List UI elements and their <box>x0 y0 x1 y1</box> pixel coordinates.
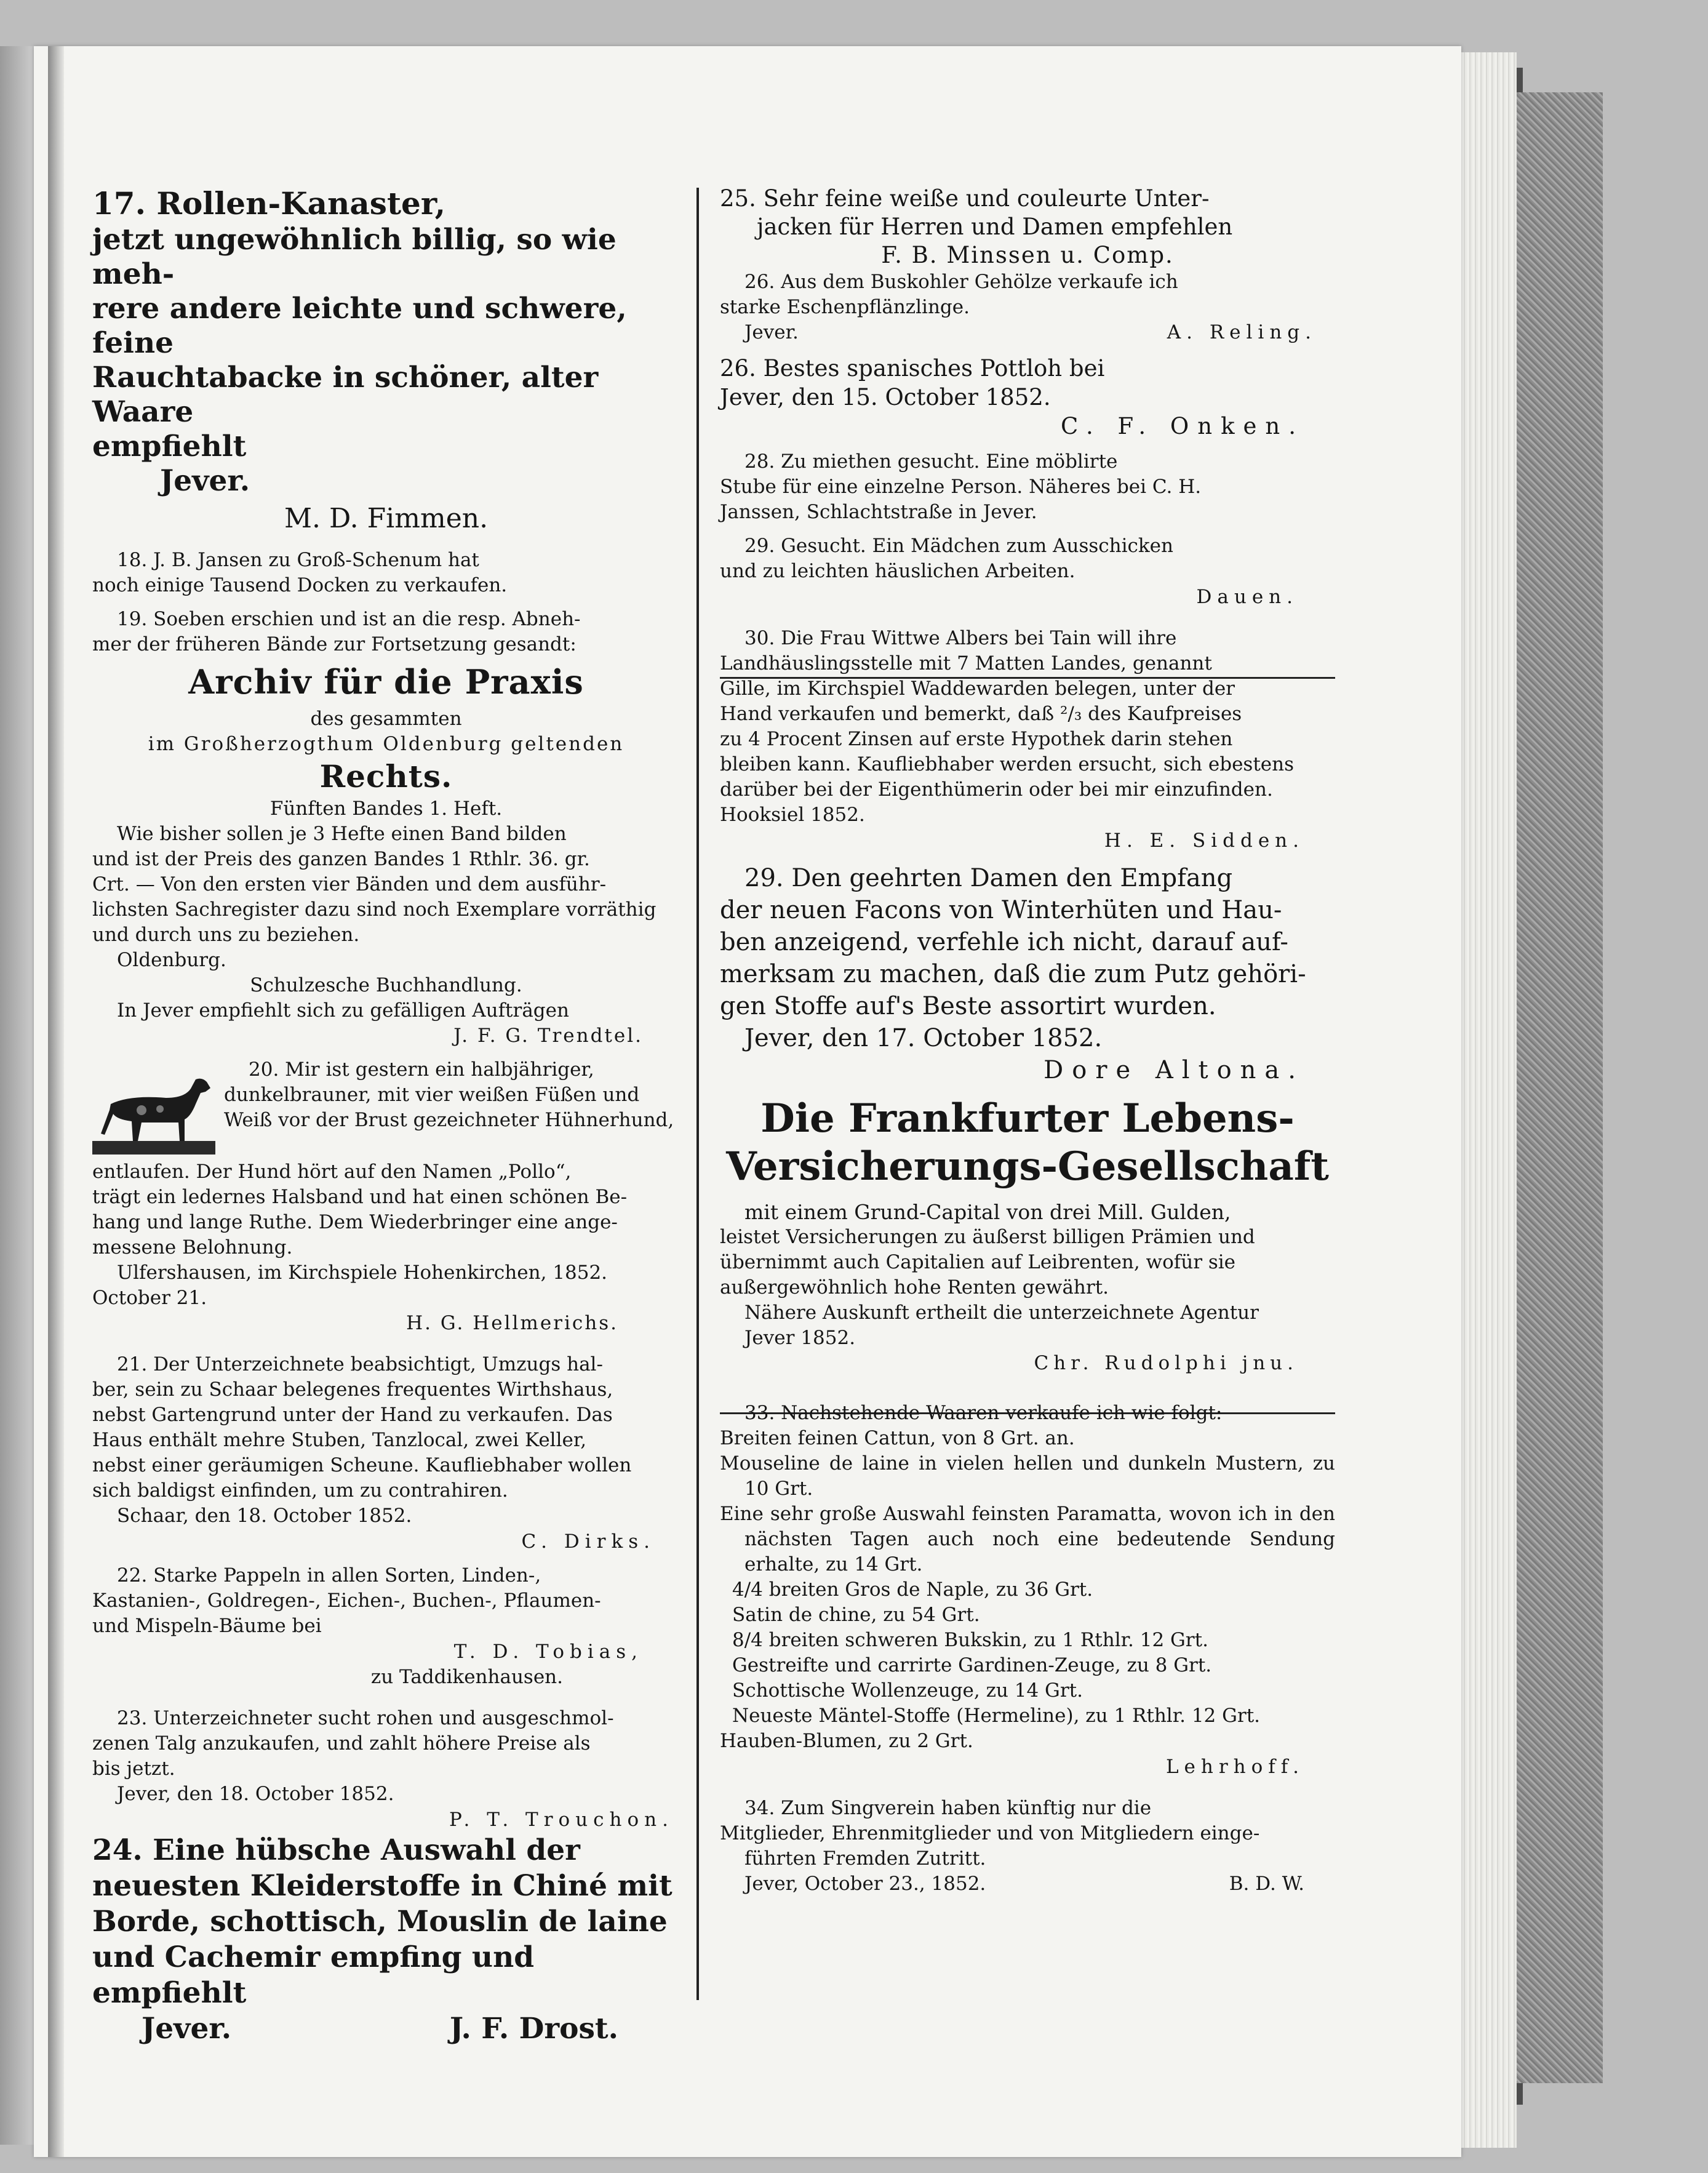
ad-29-hats: 29. Den geehrten Damen den Empfang der neuen Facons von Winterhüten und Hau- ben anzeigend, verfehle ich nicht, darauf auf- merksam zu machen, daß die zum Putz gehöri- gen Stoffe auf's Beste assortirt wurden. Jever, den 17. October 1852. Dore Altona. <box>720 862 1335 1086</box>
ad-34: 34. Zum Singverein haben künftig nur die Mitglieder, Ehrenmitglieder und von Mitgliedern einge- führten Fremden Zutritt. Jever, October 23., 1852. B. D. W. <box>720 1796 1335 1897</box>
ad-21: 21. Der Unterzeichnete beabsichtigt, Umzugs hal- ber, sein zu Schaar belegenes frequentes Wirthshaus, nebst Gartengrund unter der Hand zu verkaufen. Das Haus enthält mehre Stuben, Tanzlocal, zwei Keller, nebst einer geräumigen Scheune. Kaufliebhaber wollen sich baldigst einfinden, um zu contrahiren. Schaar, den 18. October 1852. C. Dirks. <box>92 1352 680 1555</box>
list-item: Breiten feinen Cattun, von 8 Grt. an. <box>720 1427 1075 1449</box>
ad-29-gesucht: 29. Gesucht. Ein Mädchen zum Ausschicken und zu leichten häuslichen Arbeiten. Dauen. <box>720 534 1335 610</box>
ad-25: 25. Sehr feine weiße und couleurte Unter- jacken für Herren und Damen empfehlen F. B. Minssen u. Comp. <box>720 185 1335 270</box>
signature: Dore Altona. <box>1044 1056 1304 1084</box>
page-stack-edge <box>1461 52 1517 2148</box>
ad-20: 20. Mir ist gestern ein halbjähriger, dunkelbrauner, mit vier weißen Füßen und Weiß vor der Brust gezeichneter Hühnerhund, entlaufen. Der Hund hört auf den Namen „Pollo“, trägt ein ledernes Halsband und hat einen schönen Be- hang und lange Ruthe. Dem Wiederbringer eine ange- messene Belohnung. Ulfershausen, im Kirchspiele Hohenkirchen, 1852. October 21. H. G. Hellmerichs. <box>92 1057 680 1336</box>
list-item: Mouseline de laine in vielen hellen und dunkeln Mustern, zu 10 Grt. <box>720 1452 1335 1500</box>
signature: H. G. Hellmerichs. <box>406 1312 618 1334</box>
list-item: Satin de chine, zu 54 Grt. <box>732 1604 980 1626</box>
signature: Lehrhoff. <box>1165 1756 1304 1778</box>
signature: C. Dirks. <box>521 1531 655 1553</box>
ad-title: 17. Rollen-Kanaster, <box>92 185 445 222</box>
ad-33: 33. Nachstehende Waaren verkaufe ich wie folgt: Breiten feinen Cattun, von 8 Grt. an. Mouseline de laine in vielen hellen und dunkeln Mustern, zu 10 Grt. Eine sehr große Auswahl feinsten Paramatta, wovon ich in den nächsten Tagen auch noch eine bedeutende Sendung erhalte, zu 14 Grt. 4/4 breiten Gros de Naple, zu 36 Grt. Satin de chine, zu 54 Grt. 8/4 breiten schweren Bukskin, zu 1 Rthlr. 12 Grt. Gestreifte und carrirte Gardinen-Zeuge, zu 8 Grt. Schottische Wollenzeuge, zu 14 Grt. Neueste Mäntel-Stoffe (Hermeline), zu 1 Rthlr. 12 Grt. Hauben-Blumen, zu 2 Grt. Lehrhoff. <box>720 1401 1335 1780</box>
signature: Dauen. <box>1196 586 1298 608</box>
ad-22: 22. Starke Pappeln in allen Sorten, Linden-, Kastanien-, Goldregen-, Eichen-, Buchen-, Pflaumen- und Mispeln-Bäume bei T. D. Tobias, zu Taddikenhausen. <box>92 1563 680 1690</box>
signature: J. F. Drost. <box>449 2012 618 2046</box>
right-column <box>720 185 1335 1897</box>
list-item: 8/4 breiten schweren Bukskin, zu 1 Rthlr. 12 Grt. <box>732 1629 1208 1651</box>
column-divider <box>696 188 699 2000</box>
signature: P. T. Trouchon. <box>449 1809 674 1831</box>
signature: Chr. Rudolphi jnu. <box>1034 1352 1298 1374</box>
ad-frankfurt-insurance: Die Frankfurter Lebens- Versicherungs-Gesellschaft mit einem Grund-Capital von drei Mill. Gulden, leistet Versicherungen zu äußerst billigen Prämien und übernimmt auch Capitalien auf Leibrenten, wofür sie außergewöhnlich hohe Renten gewährt. Nähere Auskunft ertheilt die unterzeichnete Agentur Jever 1852. Chr. Rudolphi jnu. <box>720 1095 1335 1376</box>
signature: F. B. Minssen u. Comp. <box>881 242 1174 268</box>
list-item: Schottische Wollenzeuge, zu 14 Grt. <box>732 1679 1083 1702</box>
ad-23: 23. Unterzeichneter sucht rohen und ausgeschmol- zenen Talg anzukaufen, und zahlt höhere Preise als bis jetzt. Jever, den 18. October 1852. P. T. Trouchon. <box>92 1706 680 1833</box>
ad-26-wood: 26. Aus dem Buskohler Gehölze verkaufe ich starke Eschenpflänzlinge. Jever. A. Reling. <box>720 270 1335 345</box>
dog-icon <box>92 1061 215 1159</box>
signature: H. E. Sidden. <box>1104 830 1304 852</box>
ad-17: 17. Rollen-Kanaster, jetzt ungewöhnlich billig, so wie meh- rere andere leichte und schwere, feine Rauchtabacke in schöner, alter Waare empfiehlt Jever. M. D. Fimmen. <box>92 185 680 539</box>
list-item: 4/4 breiten Gros de Naple, zu 36 Grt. <box>732 1579 1093 1601</box>
ad-19: 19. Soeben erschien und ist an die resp. Abneh- mer der früheren Bände zur Fortsetzung gesandt: Archiv für die Praxis des gesammten im Großherzogthum Oldenburg geltenden Rechts. Fünften Bandes 1. Heft. Wie bisher sollen je 3 Hefte einen Band bilden und ist der Preis des ganzen Bandes 1 Rthlr. 36. gr. Crt. — Von den ersten vier Bänden und dem ausführ- lichsten Sachregister dazu sind noch Exemplare vorräthig und durch uns zu beziehen. Oldenburg. Schulzesche Buchhandlung. In Jever empfiehlt sich zu gefälligen Aufträgen J. F. G. Trendtel. <box>92 607 680 1049</box>
ad-24: 24. Eine hübsche Auswahl der neuesten Kleiderstoffe in Chiné mit Borde, schottisch, Mouslin de laine und Cachemir empfing und empfiehlt Jever. J. F. Drost. <box>92 1833 672 2046</box>
ad-28: 28. Zu miethen gesucht. Eine möblirte Stube für eine einzelne Person. Näheres bei C. H. Janssen, Schlachtstraße in Jever. <box>720 450 1202 523</box>
ad-30: 30. Die Frau Wittwe Albers bei Tain will ihre Landhäuslingsstelle mit 7 Matten Landes, genannt Gille, im Kirchspiel Waddewarden belegen, unter der Hand verkaufen und bemerkt, daß ²/₃ des Kaufpreises zu 4 Procent Zinsen auf erste Hypothek darin stehen bleiben kann. Kaufliebhaber werden ersucht, sich ebestens darüber bei der Eigenthümerin oder bei mir einzufinden. Hooksiel 1852. H. E. Sidden. <box>720 626 1335 854</box>
book-title: Archiv für die Praxis <box>188 662 584 702</box>
signature: M. D. Fimmen. <box>284 503 489 534</box>
list-item: Gestreifte und carrirte Gardinen-Zeuge, zu 8 Grt. <box>732 1654 1212 1676</box>
left-column <box>92 185 680 2047</box>
list-item: Neueste Mäntel-Stoffe (Hermeline), zu 1 Rthlr. 12 Grt. <box>732 1705 1261 1727</box>
signature: B. D. W. <box>1229 1873 1304 1895</box>
signature: A. Reling. <box>1167 321 1317 343</box>
signature: T. D. Tobias, <box>453 1641 643 1663</box>
signature: C. F. Onken. <box>1060 413 1304 439</box>
book-cover-marbled <box>1517 92 1603 2083</box>
ad-18: 18. J. B. Jansen zu Groß-Schenum hat noch einige Tausend Docken zu verkaufen. <box>92 549 508 596</box>
book-gutter <box>48 46 64 2157</box>
list-item: Hauben-Blumen, zu 2 Grt. <box>720 1730 973 1752</box>
ad-26-pottloh: 26. Bestes spanisches Pottloh bei Jever, den 15. October 1852. C. F. Onken. <box>720 354 1335 441</box>
list-item: Eine sehr große Auswahl feinsten Paramatta, wovon ich in den nächsten Tagen auch noch eine bedeutende Sendung erhalte, zu 14 Grt. <box>720 1503 1335 1575</box>
insurance-title: Die Frankfurter Lebens- <box>760 1095 1295 1142</box>
